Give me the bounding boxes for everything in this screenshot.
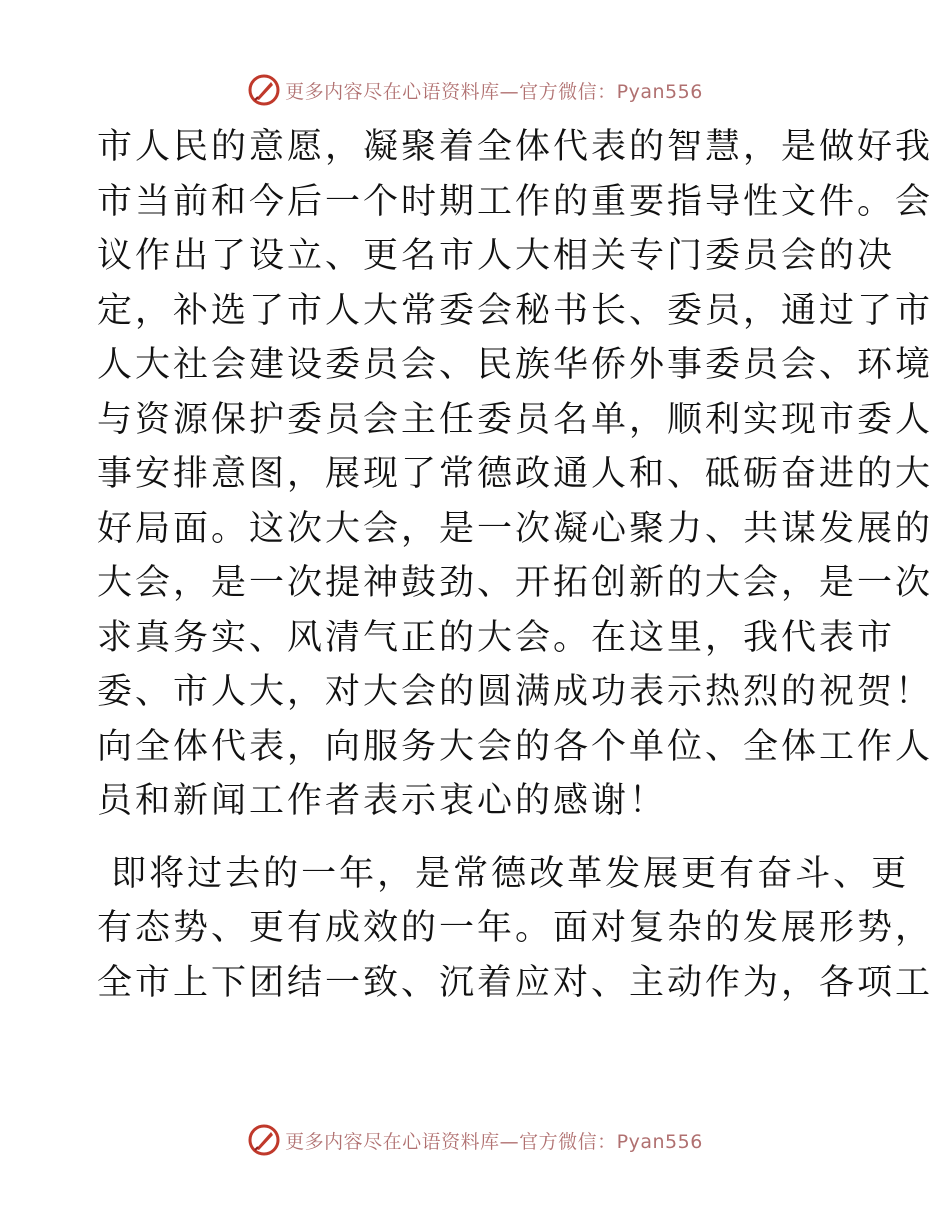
document-body (97, 120, 934, 1010)
text-line: 市当前和今后一个时期工作的重要指导性文件。会 (97, 181, 934, 222)
text-line: 委、市人大，对大会的圆满成功表示热烈的祝贺！ (97, 672, 934, 712)
text-line: 求真务实、风清气正的大会。在这里，我代表市 (97, 617, 896, 658)
text-line: 向全体代表，向服务大会的各个单位、全体工作人 (97, 726, 934, 767)
paragraph-1 (97, 120, 934, 829)
header-watermark-text: 更多内容尽在心语资料库—官方微信：Pyan556 (285, 80, 703, 103)
paragraph-2 (97, 847, 934, 1011)
text-line: 好局面。这次大会，是一次凝心聚力、共谋发展的 (97, 508, 934, 549)
quill-logo-icon (247, 1123, 281, 1157)
header-watermark-banner (0, 70, 950, 110)
text-line: 有态势、更有成效的一年。面对复杂的发展形势， (97, 908, 934, 948)
text-line: 人大社会建设委员会、民族华侨外事委员会、环境 (97, 345, 934, 385)
text-line: 事安排意图，展现了常德政通人和、砥砺奋进的大 (97, 454, 934, 494)
footer-watermark-banner (0, 1120, 950, 1160)
quill-logo-icon (247, 73, 281, 107)
text-line: 全市上下团结一致、沉着应对、主动作为，各项工 (97, 962, 934, 1003)
text-line: 员和新闻工作者表示衷心的感谢！ (97, 781, 668, 821)
text-line: 即将过去的一年，是常德改革发展更有奋斗、更 (97, 853, 910, 894)
text-line: 定，补选了市人大常委会秘书长、委员，通过了市 (97, 290, 934, 331)
text-line: 议作出了设立、更名市人大相关专门委员会的决 (97, 236, 896, 276)
text-line: 与资源保护委员会主任委员名单，顺利实现市委人 (97, 399, 934, 440)
text-line: 市人民的意愿，凝聚着全体代表的智慧，是做好我 (97, 127, 934, 167)
footer-watermark-text: 更多内容尽在心语资料库—官方微信：Pyan556 (285, 1130, 703, 1153)
text-line: 大会，是一次提神鼓劲、开拓创新的大会，是一次 (97, 563, 934, 603)
